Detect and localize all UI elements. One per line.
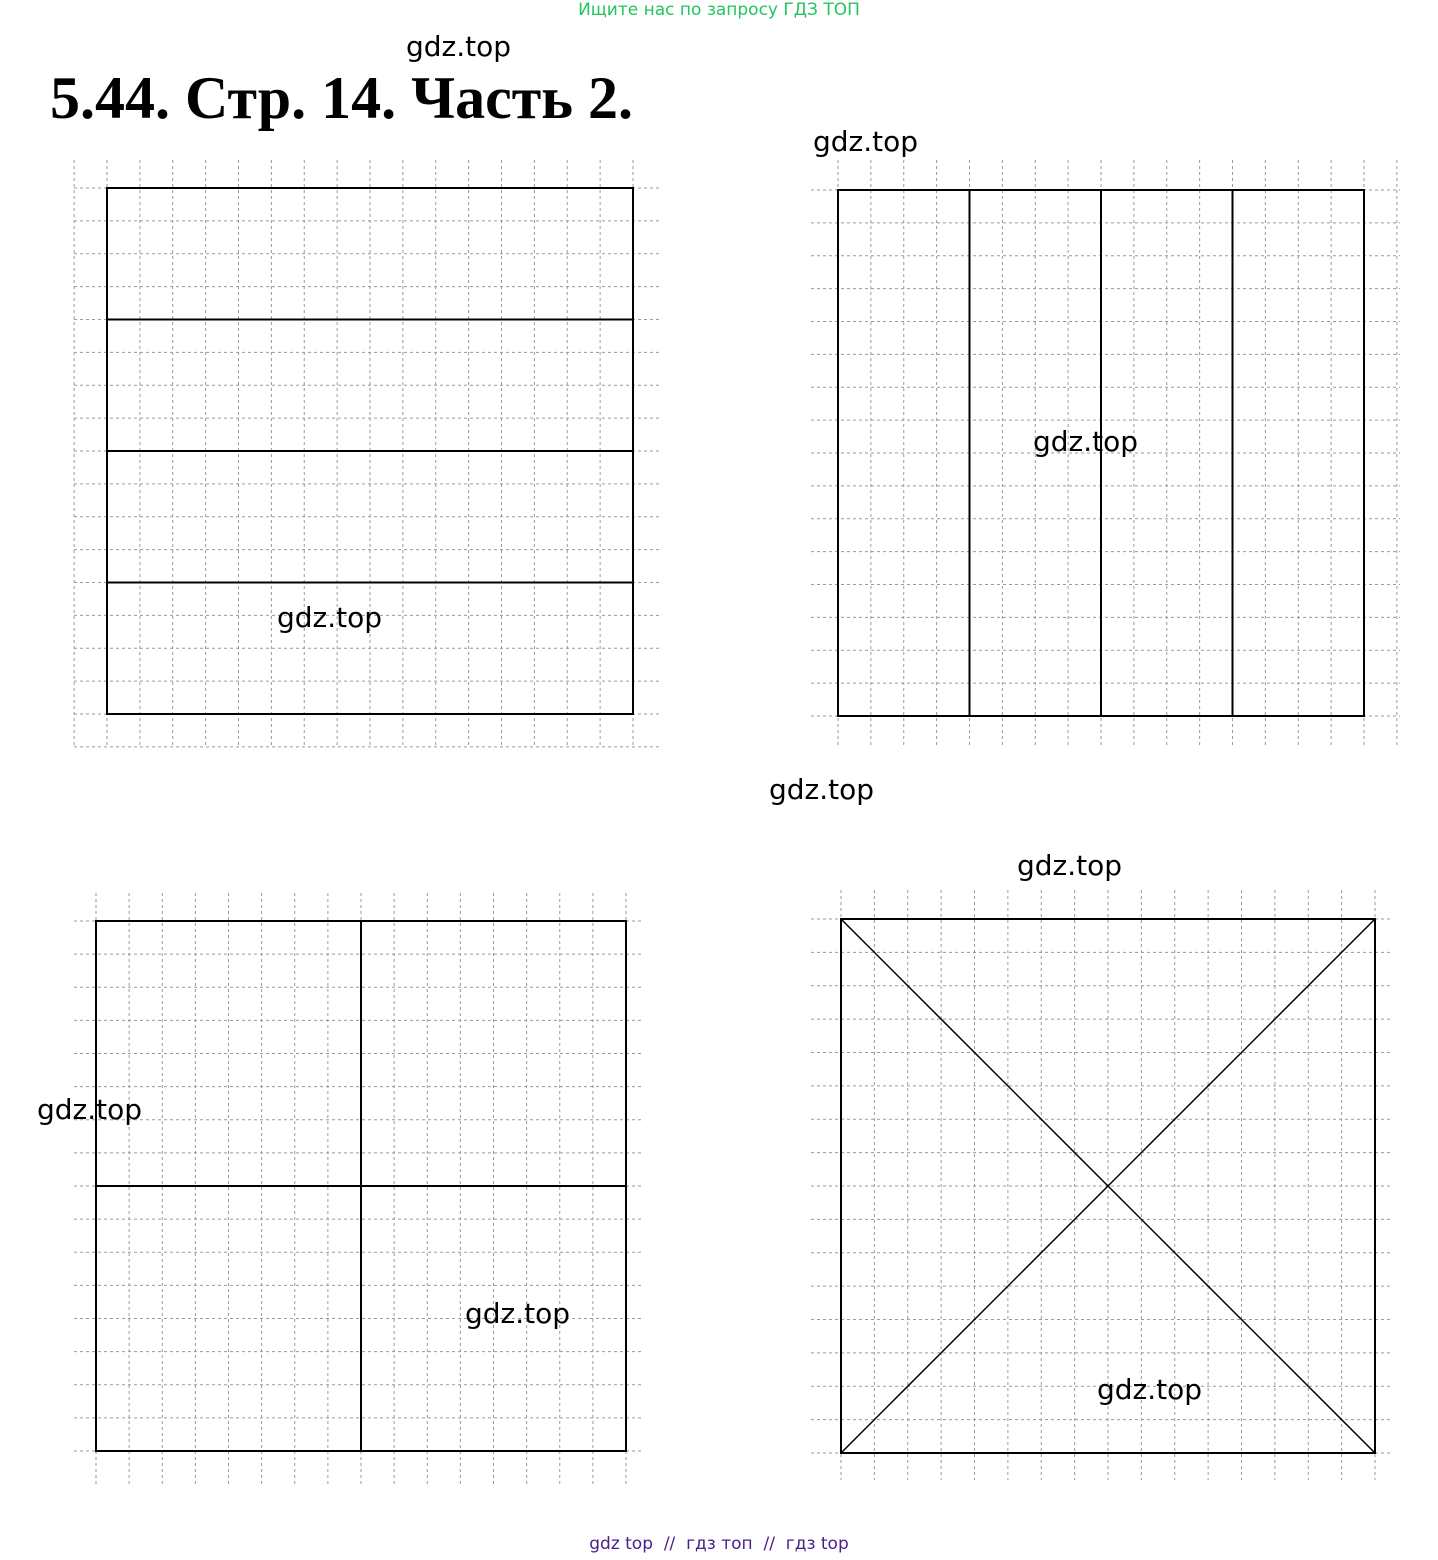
dotted-grids <box>74 160 1400 1484</box>
watermark-4: gdz.top <box>277 601 383 634</box>
watermark-6: gdz.top <box>1017 849 1123 882</box>
footer-separator-1: // <box>663 1534 676 1554</box>
search-banner: Ищите нас по запросу ГДЗ ТОП <box>578 0 860 20</box>
footer-links <box>0 1534 1438 1554</box>
page-title: 5.44. Стр. 14. Часть 2. <box>50 65 633 131</box>
grid-square-quadrants <box>74 893 642 1484</box>
watermark-1: gdz.top <box>406 30 512 63</box>
grid-square-horizontal-strips <box>74 160 662 748</box>
footer-link-1[interactable]: gdz top <box>589 1534 654 1554</box>
watermark-2: gdz.top <box>813 125 919 158</box>
shape-square-quadrants <box>96 921 626 1451</box>
watermark-3: gdz.top <box>1033 425 1139 458</box>
footer-link-2[interactable]: гдз топ <box>686 1534 753 1554</box>
footer-separator-2: // <box>763 1534 775 1554</box>
watermark-9: gdz.top <box>1097 1373 1203 1406</box>
watermark-5: gdz.top <box>769 773 875 806</box>
watermark-8: gdz.top <box>465 1297 571 1330</box>
watermark-7: gdz.top <box>37 1093 143 1126</box>
footer-link-3[interactable]: гдз top <box>785 1534 849 1554</box>
division-shapes <box>96 188 1375 1453</box>
